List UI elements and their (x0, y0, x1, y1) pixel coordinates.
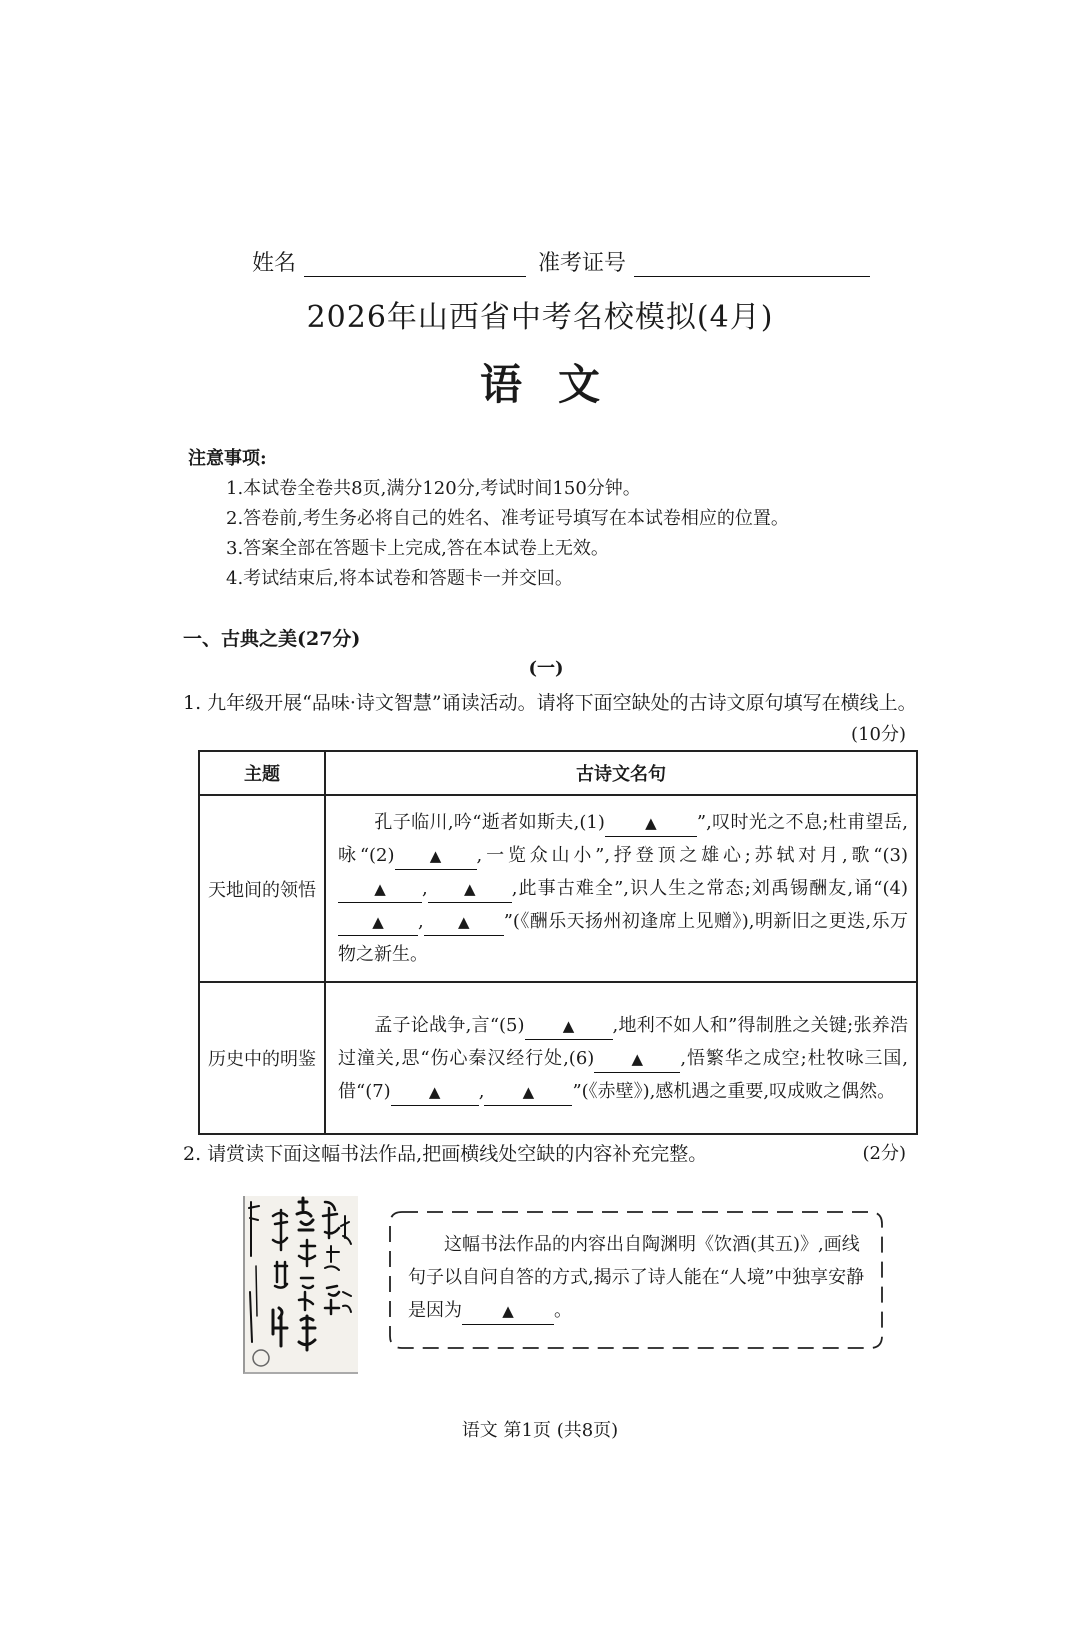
answer-blank-3a[interactable] (338, 878, 422, 903)
notice-heading: 注意事项: (188, 448, 267, 469)
text-segment: 孔子临川,吟“逝者如斯夫,(1) (374, 812, 605, 833)
row-content (325, 982, 917, 1134)
text-segment: ,一览众山小”,抒登顶之雄心;苏轼对月,歌“(3) (476, 845, 908, 866)
triangle-marker-icon: ▲ (631, 1049, 644, 1068)
triangle-marker-icon: ▲ (457, 913, 470, 931)
table-header-theme: 主题 (199, 751, 325, 795)
table-row (199, 982, 917, 1134)
answer-blank-6[interactable] (594, 1048, 680, 1073)
calligraphy-strokes (245, 1196, 358, 1372)
text-segment: , (478, 1080, 485, 1102)
question-1-score: (10分) (851, 724, 906, 745)
text-segment: ”(《酬乐天扬州初逢席上见赠》),明新旧之更迭,乐万物之新生。 (338, 911, 908, 965)
exam-id-label: 准考证号 (538, 251, 627, 276)
question-2-score: (2分) (862, 1143, 906, 1164)
answer-blank-1[interactable] (605, 812, 697, 837)
triangle-marker-icon: ▲ (522, 1082, 535, 1101)
question-1-text: 1. 九年级开展“品味·诗文智慧”诵读活动。请将下面空缺处的古诗文原句填写在横线上。 (183, 692, 917, 714)
section-title: 一、古典之美(27分) (183, 628, 361, 650)
triangle-marker-icon: ▲ (429, 847, 442, 865)
triangle-marker-icon: ▲ (372, 913, 384, 931)
name-label: 姓名 (252, 251, 297, 276)
triangle-marker-icon: ▲ (428, 1082, 441, 1101)
row-theme: 天地间的领悟 (199, 795, 325, 982)
row-theme: 历史中的明鉴 (199, 982, 325, 1134)
answer-blank-2[interactable] (395, 845, 477, 870)
candidate-info-row (252, 246, 870, 277)
notice-item: 2.答卷前,考生务必将自己的姓名、准考证号填写在本试卷相应的位置。 (226, 508, 789, 529)
triangle-marker-icon: ▲ (463, 880, 476, 898)
table-header-row (199, 751, 917, 795)
notice-list (226, 474, 789, 594)
exam-title: 2026年山西省中考名校模拟(4月) (306, 300, 774, 335)
text-segment: ,悟繁华之成空;杜牧咏三国,借“(7) (338, 1047, 908, 1102)
calligraphy-image (243, 1196, 358, 1374)
name-field[interactable] (304, 254, 526, 277)
answer-blank-5[interactable] (525, 1015, 613, 1040)
question-2-text: 2. 请赏读下面这幅书法作品,把画横线处空缺的内容补充完整。 (183, 1143, 708, 1165)
exam-id-field[interactable] (634, 254, 870, 277)
notice-item: 1.本试卷全卷共8页,满分120分,考试时间150分钟。 (226, 478, 641, 499)
triangle-marker-icon: ▲ (562, 1016, 575, 1035)
part-title: (一) (528, 658, 564, 679)
text-segment: 这幅书法作品的内容出自陶渊明《饮酒(其五)》,画线句子以自问自答的方式,揭示了诗人能在“人境”中独享安静是因为 (408, 1234, 865, 1321)
answer-blank-q2[interactable] (462, 1300, 554, 1325)
annotation-text (408, 1228, 876, 1327)
notice-item: 4.考试结束后,将本试卷和答题卡一并交回。 (226, 568, 573, 589)
annotation-box (386, 1210, 886, 1350)
poem-table (198, 750, 918, 1135)
text-segment: ”(《赤壁》),感机遇之重要,叹成败之偶然。 (572, 1080, 896, 1102)
row-content (325, 795, 917, 982)
table-row (199, 795, 917, 982)
triangle-marker-icon: ▲ (374, 880, 386, 898)
triangle-marker-icon: ▲ (502, 1302, 514, 1320)
answer-blank-4b[interactable] (424, 911, 504, 936)
answer-blank-3b[interactable] (428, 878, 512, 903)
table-header-lines: 古诗文名句 (325, 751, 917, 795)
answer-blank-7b[interactable] (484, 1081, 572, 1106)
answer-blank-7a[interactable] (391, 1081, 479, 1106)
page-footer: 语文 第1页 (共8页) (461, 1420, 619, 1441)
answer-blank-4a[interactable] (338, 911, 418, 936)
subject-title: 语文 (479, 360, 636, 409)
text-segment: ,此事古难全”,识人生之常态;刘禹锡酬友,诵“(4) (511, 878, 908, 899)
text-segment: ,地利不如人和”得制胜之关键;张养浩过潼关,思“伤心秦汉经行处,(6) (338, 1014, 908, 1069)
text-segment: 孟子论战争,言“(5) (374, 1014, 525, 1036)
notice-item: 3.答案全部在答题卡上完成,答在本试卷上无效。 (226, 538, 609, 559)
text-segment: 。 (554, 1300, 572, 1321)
triangle-marker-icon: ▲ (645, 814, 657, 832)
text-segment: , (418, 911, 424, 932)
text-segment: ”,叹时光之不息;杜甫望岳,咏“(2) (338, 812, 908, 866)
text-segment: , (422, 878, 428, 899)
